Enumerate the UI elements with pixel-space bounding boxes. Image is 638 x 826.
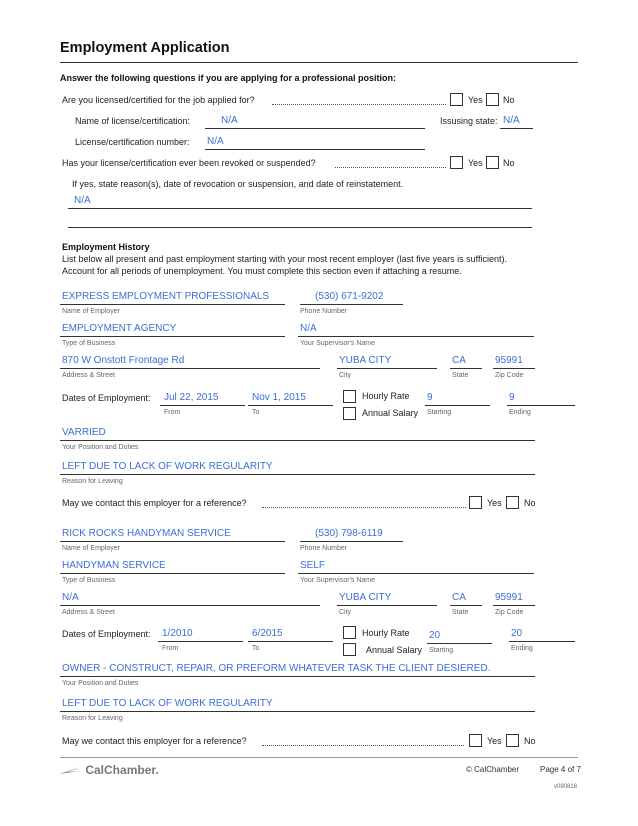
license-name-field[interactable]: N/A	[221, 115, 238, 126]
phone-label: Phone Number	[300, 308, 348, 315]
position-label: Your Position and Duties	[62, 444, 139, 451]
zip-field[interactable]: 95991	[495, 355, 523, 366]
revoked-no-label: No	[503, 158, 515, 168]
licensed-no-checkbox[interactable]	[486, 93, 499, 106]
to-label: To	[252, 409, 260, 416]
field-line	[500, 128, 533, 129]
from-field[interactable]: Jul 22, 2015	[164, 392, 219, 403]
business-field[interactable]: HANDYMAN SERVICE	[62, 560, 166, 571]
title-rule	[60, 62, 578, 63]
field-line	[68, 208, 532, 209]
reasons-label: If yes, state reason(s), date of revocation or suspension, and date of reinstatement.	[72, 179, 404, 189]
employer-name-field[interactable]: EXPRESS EMPLOYMENT PROFESSIONALS	[62, 291, 270, 302]
starting-label: Starting	[429, 647, 454, 654]
employer-name-label: Name of Employer	[62, 545, 120, 552]
revoked-question: Has your license/certification ever been revoked or suspended?	[62, 158, 316, 168]
phone-label: Phone Number	[300, 545, 348, 552]
business-field[interactable]: EMPLOYMENT AGENCY	[62, 323, 177, 334]
issuing-state-label: Issusing state:	[440, 116, 498, 126]
employer-name-label: Name of Employer	[62, 308, 120, 315]
revoked-yes-label: Yes	[468, 158, 483, 168]
field-line	[60, 711, 535, 712]
field-line	[298, 336, 534, 337]
field-line	[60, 676, 535, 677]
city-field[interactable]: YUBA CITY	[339, 592, 392, 603]
contact-question: May we contact this employer for a reference?	[62, 498, 247, 508]
address-label: Address & Street	[62, 609, 115, 616]
issuing-state-field[interactable]: N/A	[503, 115, 520, 126]
field-line	[450, 368, 482, 369]
zip-label: Zip Code	[495, 609, 524, 616]
field-line	[60, 541, 285, 542]
reason-label: Reason for Leaving	[62, 478, 123, 485]
licensed-yes-label: Yes	[468, 95, 483, 105]
position-field[interactable]: VARRIED	[62, 427, 106, 438]
annual-salary-label: Annual Salary	[362, 408, 419, 418]
starting-field[interactable]: 9	[427, 392, 433, 403]
from-label: From	[164, 409, 181, 416]
contact-question: May we contact this employer for a reference?	[62, 736, 247, 746]
state-label: State	[452, 609, 469, 616]
hourly-rate-checkbox[interactable]	[343, 626, 356, 639]
field-line	[60, 304, 285, 305]
professional-heading: Answer the following questions if you are applying for a professional position:	[60, 73, 397, 83]
contact-no-label: No	[524, 498, 536, 508]
ending-label: Ending	[509, 409, 531, 416]
field-line	[205, 128, 425, 129]
reason-field[interactable]: LEFT DUE TO LACK OF WORK REGULARITY	[62, 698, 273, 709]
field-line	[298, 573, 534, 574]
supervisor-label: Your Supervisor's Name	[300, 577, 376, 584]
form-code: v090818	[554, 784, 578, 790]
supervisor-field[interactable]: N/A	[300, 323, 317, 334]
page-number: Page 4 of 7	[540, 765, 581, 774]
state-field[interactable]: CA	[452, 355, 466, 366]
field-line	[205, 149, 425, 150]
field-line	[248, 405, 333, 406]
field-line	[493, 368, 535, 369]
field-line	[509, 641, 575, 642]
dates-label: Dates of Employment:	[62, 629, 151, 639]
contact-yes-checkbox[interactable]	[469, 734, 482, 747]
business-label: Type of Business	[62, 340, 116, 347]
field-line	[158, 641, 243, 642]
business-label: Type of Business	[62, 577, 116, 584]
contact-no-checkbox[interactable]	[506, 496, 519, 509]
calchamber-logo	[58, 763, 159, 777]
zip-label: Zip Code	[495, 372, 524, 379]
field-line	[60, 368, 320, 369]
reason-label: Reason for Leaving	[62, 715, 123, 722]
field-line	[450, 605, 482, 606]
leader-dots	[272, 104, 446, 105]
leader-dots	[262, 745, 464, 746]
supervisor-field[interactable]: SELF	[300, 560, 326, 571]
reason-field[interactable]: LEFT DUE TO LACK OF WORK REGULARITY	[62, 461, 273, 472]
logo-text: CalChamber.	[85, 763, 159, 777]
city-label: City	[339, 372, 352, 379]
field-line	[160, 405, 245, 406]
ending-label: Ending	[511, 645, 533, 652]
revoked-yes-checkbox[interactable]	[450, 156, 463, 169]
history-instructions-1: List below all present and past employment starting with your most recent employer (last five years is sufficient).	[62, 254, 508, 264]
revoked-no-checkbox[interactable]	[486, 156, 499, 169]
hourly-rate-label: Hourly Rate	[362, 391, 410, 401]
employer-name-field[interactable]: RICK ROCKS HANDYMAN SERVICE	[62, 528, 231, 539]
zip-field[interactable]: 95991	[495, 592, 523, 603]
annual-salary-checkbox[interactable]	[343, 407, 356, 420]
position-label: Your Position and Duties	[62, 680, 139, 687]
reasons-field[interactable]: N/A	[74, 195, 91, 206]
license-number-field[interactable]: N/A	[207, 136, 224, 147]
state-field[interactable]: CA	[452, 592, 466, 603]
field-line	[60, 573, 285, 574]
address-label: Address & Street	[62, 372, 115, 379]
city-field[interactable]: YUBA CITY	[339, 355, 392, 366]
copyright: © CalChamber	[466, 765, 520, 774]
field-line	[248, 641, 333, 642]
phone-field[interactable]: (530) 798-6119	[315, 528, 383, 539]
position-field[interactable]: OWNER - CONSTRUCT, REPAIR, OR PREFORM WHATEVER TASK THE CLIENT DESIERED.	[62, 663, 491, 674]
to-label: To	[252, 645, 260, 652]
hourly-rate-label: Hourly Rate	[362, 628, 410, 638]
from-field[interactable]: 1/2010	[162, 628, 193, 639]
history-heading: Employment History	[62, 242, 150, 252]
leader-dots	[262, 507, 466, 508]
ending-field[interactable]: 20	[511, 628, 523, 639]
licensed-no-label: No	[503, 95, 515, 105]
field-line	[60, 440, 535, 441]
from-label: From	[162, 645, 179, 652]
address-field[interactable]: 870 W Onstott Frontage Rd	[62, 355, 185, 366]
page-title: Employment Application	[60, 40, 230, 56]
starting-label: Starting	[427, 409, 452, 416]
starting-field[interactable]: 20	[429, 630, 441, 641]
licensed-question: Are you licensed/certified for the job applied for?	[62, 95, 255, 105]
licensed-yes-checkbox[interactable]	[450, 93, 463, 106]
field-line	[60, 605, 320, 606]
field-line	[300, 304, 403, 305]
field-line	[68, 227, 532, 228]
swoosh-icon	[58, 766, 82, 776]
supervisor-label: Your Supervisor's Name	[300, 340, 376, 347]
contact-no-label: No	[524, 736, 536, 746]
field-line	[60, 336, 285, 337]
field-line	[337, 605, 437, 606]
hourly-rate-checkbox[interactable]	[343, 390, 356, 403]
annual-salary-checkbox[interactable]	[343, 643, 356, 656]
phone-field[interactable]: (530) 671-9202	[315, 291, 384, 302]
ending-field[interactable]: 9	[509, 392, 515, 403]
state-label: State	[452, 372, 469, 379]
field-line	[507, 405, 575, 406]
dates-label: Dates of Employment:	[62, 393, 151, 403]
contact-no-checkbox[interactable]	[506, 734, 519, 747]
field-line	[427, 643, 492, 644]
to-field[interactable]: Nov 1, 2015	[252, 392, 306, 403]
contact-yes-checkbox[interactable]	[469, 496, 482, 509]
footer-rule	[60, 757, 578, 758]
field-line	[493, 605, 535, 606]
field-line	[425, 405, 490, 406]
license-number-label: License/certification number:	[75, 137, 190, 147]
field-line	[60, 474, 535, 475]
license-name-label: Name of license/certification:	[75, 116, 191, 126]
contact-yes-label: Yes	[487, 736, 502, 746]
address-field[interactable]: N/A	[62, 592, 79, 603]
annual-salary-label: Annual Salary	[366, 645, 423, 655]
to-field[interactable]: 6/2015	[252, 628, 283, 639]
city-label: City	[339, 609, 352, 616]
contact-yes-label: Yes	[487, 498, 502, 508]
field-line	[337, 368, 437, 369]
history-instructions-2: Account for all periods of unemployment. You must complete this section even if attaching a resume.	[62, 266, 462, 276]
field-line	[300, 541, 403, 542]
leader-dots	[335, 167, 446, 168]
